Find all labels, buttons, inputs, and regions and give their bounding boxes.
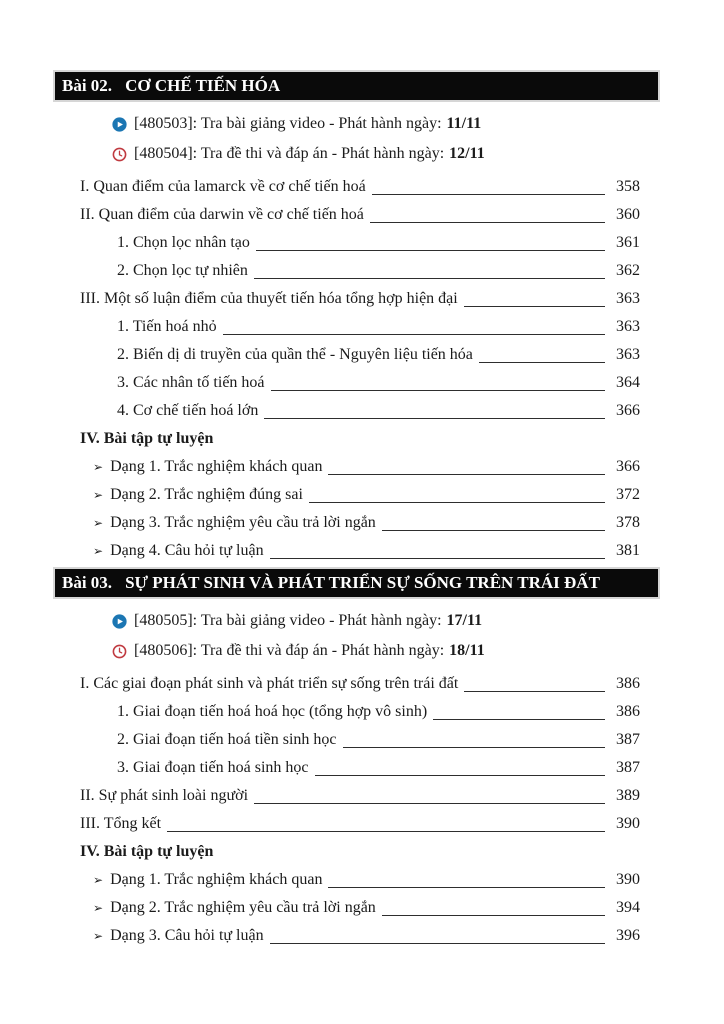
- entry-title: III. Tổng kết: [80, 815, 162, 832]
- lesson-header-bar: [55, 569, 658, 597]
- leader-line: [328, 474, 605, 475]
- arrow-bullet-icon: ➢: [93, 488, 104, 502]
- toc-entry: [55, 284, 658, 312]
- page-number: 360: [616, 206, 640, 223]
- lesson-title: SỰ PHÁT SINH VÀ PHÁT TRIỂN SỰ SỐNG TRÊN TRÁI ĐẤT: [125, 573, 600, 592]
- page-number: 362: [616, 262, 640, 279]
- toc-entry: [55, 452, 658, 480]
- entry-title: 1. Giai đoạn tiến hoá hoá học (tổng hợp vô sinh): [117, 703, 428, 720]
- clock-icon: [112, 147, 127, 162]
- arrow-bullet-icon: ➢: [93, 516, 104, 530]
- resource-text: [480505]: Tra bài giảng video - Phát hành ngày:: [134, 612, 442, 629]
- page-number: 389: [616, 787, 640, 804]
- toc-entry: [55, 921, 658, 949]
- leader-line: [167, 831, 605, 832]
- lesson-number: Bài 02.: [62, 76, 113, 95]
- entry-title: 4. Cơ chế tiến hoá lớn: [117, 402, 259, 419]
- leader-line: [271, 390, 605, 391]
- leader-line: [433, 719, 605, 720]
- entry-title: Dạng 3. Trắc nghiệm yêu cầu trả lời ngắn: [110, 514, 376, 531]
- entry-title: III. Một số luận điểm của thuyết tiến hóa tổng hợp hiện đại: [80, 290, 458, 307]
- toc-entry: [55, 536, 658, 564]
- page-number: 366: [616, 458, 640, 475]
- arrow-bullet-icon: ➢: [93, 929, 104, 943]
- toc-entry: [55, 312, 658, 340]
- entry-title: IV. Bài tập tự luyện: [80, 430, 214, 447]
- leader-line: [270, 558, 605, 559]
- entry-title: 3. Giai đoạn tiến hoá sinh học: [117, 759, 309, 776]
- play-icon: [112, 117, 127, 132]
- clock-icon: [112, 644, 127, 659]
- entry-title: Dạng 2. Trắc nghiệm yêu cầu trả lời ngắn: [110, 899, 376, 916]
- page-number: 366: [616, 402, 640, 419]
- page-number: 364: [616, 374, 640, 391]
- lesson-section: [55, 569, 658, 949]
- arrow-bullet-icon: ➢: [93, 901, 104, 915]
- resource-row: [55, 606, 658, 636]
- leader-line: [464, 691, 605, 692]
- page-number: 390: [616, 815, 640, 832]
- leader-line: [270, 943, 605, 944]
- toc-entry: [55, 424, 658, 452]
- toc-entry: [55, 256, 658, 284]
- leader-line: [328, 887, 605, 888]
- lesson-header-bar: [55, 72, 658, 100]
- leader-line: [264, 418, 605, 419]
- leader-line: [223, 334, 605, 335]
- page-number: 381: [616, 542, 640, 559]
- play-icon: [112, 614, 127, 629]
- entry-title: II. Sự phát sinh loài người: [80, 787, 249, 804]
- page-number: 363: [616, 318, 640, 335]
- arrow-bullet-icon: ➢: [93, 873, 104, 887]
- release-date: 17/11: [446, 612, 483, 629]
- toc-entry: [55, 781, 658, 809]
- page-number: 394: [616, 899, 640, 916]
- page-number: 387: [616, 759, 640, 776]
- entry-title: Dạng 4. Câu hỏi tự luận: [110, 542, 264, 559]
- leader-line: [382, 915, 605, 916]
- toc-entry: [55, 508, 658, 536]
- entry-title: 2. Biến dị di truyền của quần thể - Nguyên liệu tiến hóa: [117, 346, 473, 363]
- page-number: 358: [616, 178, 640, 195]
- toc-entry: [55, 228, 658, 256]
- toc-entry: [55, 893, 658, 921]
- page-number: 387: [616, 731, 640, 748]
- toc-entry: [55, 809, 658, 837]
- entry-list: [55, 669, 658, 949]
- leader-line: [309, 502, 605, 503]
- entry-title: Dạng 2. Trắc nghiệm đúng sai: [110, 486, 303, 503]
- leader-line: [372, 194, 605, 195]
- resource-text: [480503]: Tra bài giảng video - Phát hành ngày:: [134, 115, 442, 132]
- entry-title: Dạng 3. Câu hỏi tự luận: [110, 927, 264, 944]
- entry-title: Dạng 1. Trắc nghiệm khách quan: [110, 458, 323, 475]
- resource-text: [480504]: Tra đề thi và đáp án - Phát hành ngày:: [134, 145, 445, 162]
- entry-title: 2. Giai đoạn tiến hoá tiền sinh học: [117, 731, 337, 748]
- entry-title: II. Quan điểm của darwin về cơ chế tiến hoá: [80, 206, 364, 223]
- leader-line: [256, 250, 605, 251]
- lesson-title: CƠ CHẾ TIẾN HÓA: [125, 76, 281, 95]
- leader-line: [382, 530, 605, 531]
- page-number: 390: [616, 871, 640, 888]
- lesson-number: Bài 03.: [62, 573, 113, 592]
- leader-line: [254, 278, 605, 279]
- entry-title: IV. Bài tập tự luyện: [80, 843, 214, 860]
- leader-line: [254, 803, 605, 804]
- page-number: 386: [616, 675, 640, 692]
- page-number: 363: [616, 290, 640, 307]
- toc-entry: [55, 865, 658, 893]
- page-number: 363: [616, 346, 640, 363]
- leader-line: [479, 362, 605, 363]
- resource-list: [55, 109, 658, 169]
- entry-title: 2. Chọn lọc tự nhiên: [117, 262, 248, 279]
- page-number: 386: [616, 703, 640, 720]
- entry-title: 3. Các nhân tố tiến hoá: [117, 374, 265, 391]
- toc-entry: [55, 669, 658, 697]
- release-date: 11/11: [446, 115, 482, 132]
- toc-entry: [55, 172, 658, 200]
- entry-list: [55, 172, 658, 564]
- entry-title: Dạng 1. Trắc nghiệm khách quan: [110, 871, 323, 888]
- entry-title: 1. Tiến hoá nhỏ: [117, 318, 217, 335]
- resource-row: [55, 109, 658, 139]
- release-date: 18/11: [449, 642, 485, 659]
- toc-entry: [55, 200, 658, 228]
- leader-line: [343, 747, 605, 748]
- toc-entry: [55, 753, 658, 781]
- toc-entry: [55, 725, 658, 753]
- toc-entry: [55, 697, 658, 725]
- toc-entry: [55, 480, 658, 508]
- leader-line: [370, 222, 605, 223]
- toc-entry: [55, 396, 658, 424]
- arrow-bullet-icon: ➢: [93, 544, 104, 558]
- release-date: 12/11: [449, 145, 485, 162]
- leader-line: [315, 775, 605, 776]
- page-number: 378: [616, 514, 640, 531]
- table-of-contents-page: [55, 72, 658, 949]
- page-number: 361: [616, 234, 640, 251]
- toc-entry: [55, 837, 658, 865]
- entry-title: 1. Chọn lọc nhân tạo: [117, 234, 250, 251]
- resource-row: [55, 139, 658, 169]
- lesson-section: [55, 72, 658, 564]
- entry-title: I. Quan điểm của lamarck về cơ chế tiến hoá: [80, 178, 366, 195]
- leader-line: [464, 306, 605, 307]
- page-number: 372: [616, 486, 640, 503]
- toc-entry: [55, 340, 658, 368]
- resource-list: [55, 606, 658, 666]
- arrow-bullet-icon: ➢: [93, 460, 104, 474]
- page-number: 396: [616, 927, 640, 944]
- toc-entry: [55, 368, 658, 396]
- resource-row: [55, 636, 658, 666]
- resource-text: [480506]: Tra đề thi và đáp án - Phát hành ngày:: [134, 642, 445, 659]
- entry-title: I. Các giai đoạn phát sinh và phát triển sự sống trên trái đất: [80, 675, 459, 692]
